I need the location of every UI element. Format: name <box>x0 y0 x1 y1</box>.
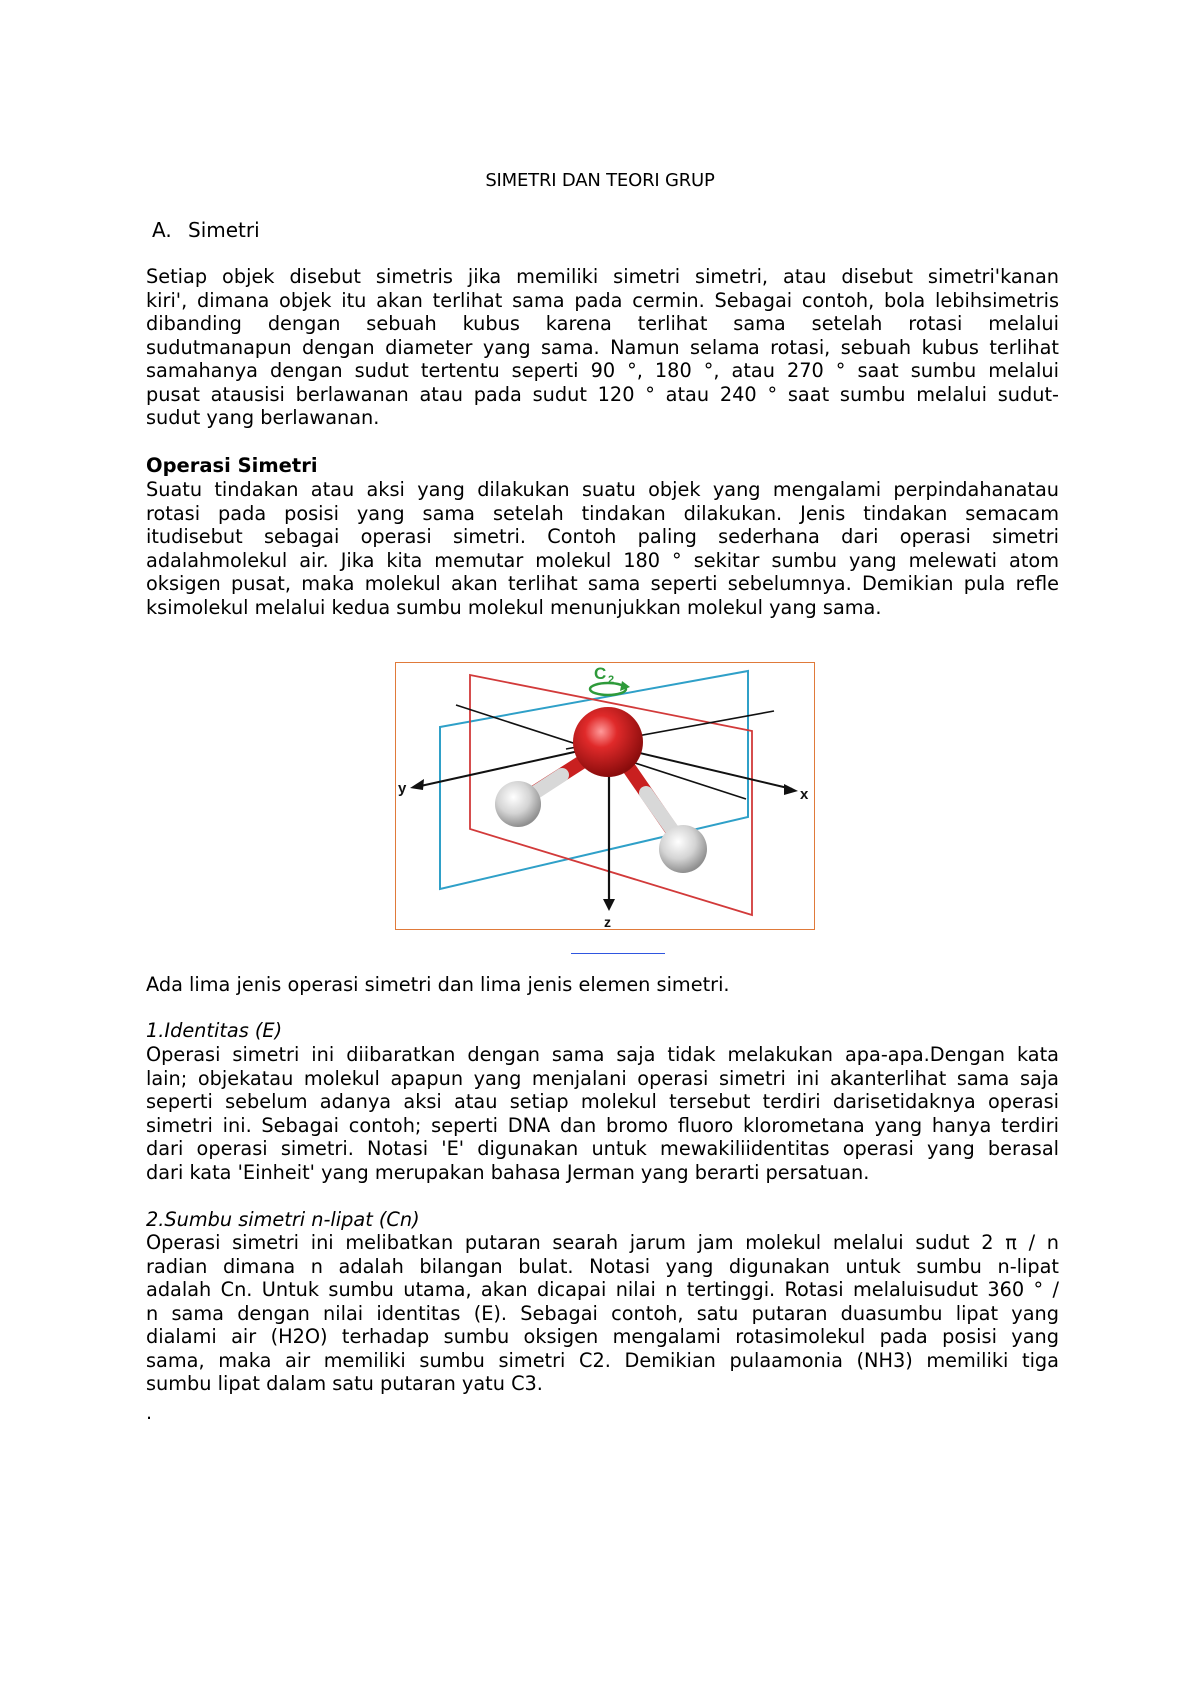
paragraph-line: kiri', dimana objek itu akan terlihat sama pada cermin. Sebagai contoh, bola lebihsimetris <box>146 288 1059 312</box>
paragraph-line: sama, maka air memiliki sumbu simetri C2. Demikian pulaamonia (NH3) memiliki tiga <box>146 1348 1059 1372</box>
section-label: Simetri <box>188 218 260 242</box>
c2-label: C <box>594 664 607 683</box>
hydrogen-atom-right <box>659 825 707 873</box>
paragraph-line: Setiap objek disebut simetris jika memiliki simetri simetri, atau disebut simetri'kanan <box>146 265 1059 288</box>
paragraph-line: lain; objekatau molekul apapun yang menjalani operasi simetri ini akanterlihat sama saja <box>146 1066 1059 1090</box>
paragraph-line: oksigen pusat, maka molekul akan terlihat sama seperti sebelumnya. Demikian pula refle <box>146 572 1059 595</box>
paragraph-line: radian dimana n adalah bilangan bulat. Notasi yang digunakan untuk sumbu n-lipat <box>146 1254 1059 1278</box>
c2-subscript: 2 <box>608 674 615 686</box>
paragraph-line: Operasi simetri ini diibaratkan dengan sama saja tidak melakukan apa-apa.Dengan kata <box>146 1043 1059 1066</box>
water-molecule-diagram <box>396 663 814 929</box>
paragraph-line: adalahmolekul air. Jika kita memutar molekul 180 ° sekitar sumbu yang melewati atom <box>146 548 1059 572</box>
item-heading-sumbu-simetri: 2.Sumbu simetri n-lipat (Cn) <box>146 1208 420 1231</box>
paragraph-line: itudisebut sebagai operasi simetri. Contoh paling sederhana dari operasi simetri <box>146 525 1059 548</box>
paragraph-line: pusat atausisi berlawanan atau pada sudut 120 ° atau 240 ° saat sumbu melalui sudut- <box>146 382 1059 406</box>
paragraph-line: sumbu lipat dalam satu putaran yatu C3. <box>146 1372 543 1395</box>
paragraph-line: sudutmanapun dengan diameter yang sama. Namun selama rotasi, sebuah kubus terlihat <box>146 335 1059 359</box>
paragraph-operasi-simetri <box>146 478 1059 619</box>
subheading-operasi-simetri: Operasi Simetri <box>146 454 318 477</box>
paragraph-line: sudut yang berlawanan. <box>146 406 380 429</box>
intro-line <box>146 973 1059 997</box>
y-axis-arrowhead <box>410 779 424 790</box>
paragraph-line: Operasi simetri ini melibatkan putaran searah jarum jam molekul melalui sudut 2 π / n <box>146 1231 1059 1254</box>
paragraph-line: ksimolekul melalui kedua sumbu molekul menunjukkan molekul yang sama. <box>146 595 882 619</box>
z-axis-arrowhead <box>603 899 615 911</box>
z-axis-label: z <box>604 914 611 929</box>
paragraph-line: Suatu tindakan atau aksi yang dilakukan suatu objek yang mengalami perpindahanatau <box>146 478 1059 501</box>
water-molecule-figure <box>395 662 815 930</box>
paragraph-line: seperti sebelum adanya aksi atau setiap molekul tersebut terdiri darisetidaknya operasi <box>146 1090 1059 1113</box>
paragraph-line: dibanding dengan sebuah kubus karena terlihat sama setelah rotasi melalui <box>146 312 1059 335</box>
paragraph-line: adalah Cn. Untuk sumbu utama, akan dicapai nilai n tertinggi. Rotasi melaluisudut 360 ° / <box>146 1278 1059 1301</box>
paragraph-line: Ada lima jenis operasi simetri dan lima jenis elemen simetri. <box>146 973 730 996</box>
paragraph-line: dialami air (H2O) terhadap sumbu oksigen mengalami rotasimolekul pada posisi yang <box>146 1325 1059 1348</box>
oxygen-atom <box>573 707 643 777</box>
paragraph-line: rotasi pada posisi yang sama setelah tindakan dilakukan. Jenis tindakan semacam <box>146 501 1059 525</box>
hydrogen-atom-left <box>495 781 541 827</box>
x-axis-label: x <box>800 786 809 803</box>
section-heading-simetri <box>152 218 260 242</box>
paragraph-line: dari operasi simetri. Notasi 'E' digunakan untuk mewakiliidentitas operasi yang berasal <box>146 1137 1059 1160</box>
y-axis-label: y <box>398 780 407 797</box>
paragraph-line: n sama dengan nilai identitas (E). Sebagai contoh, satu putaran duasumbu lipat yang <box>146 1301 1059 1325</box>
paragraph-sumbu-simetri <box>146 1231 1059 1396</box>
page-title: SIMETRI DAN TEORI GRUP <box>485 170 715 191</box>
paragraph-line: dari kata 'Einheit' yang merupakan bahasa Jerman yang berarti persatuan. <box>146 1160 870 1184</box>
paragraph-line: simetri ini. Sebagai contoh; seperti DNA dan bromo fluoro klorometana yang hanya terdiri <box>146 1113 1059 1137</box>
paragraph-simetri <box>146 265 1059 430</box>
figure-caption-link[interactable] <box>571 953 665 954</box>
section-number: A. <box>152 218 172 242</box>
item-heading-identitas: 1.Identitas (E) <box>146 1019 283 1042</box>
trailing-dot: . <box>146 1402 153 1424</box>
paragraph-identitas <box>146 1043 1059 1184</box>
paragraph-line: samahanya dengan sudut tertentu seperti 90 °, 180 °, atau 270 ° saat sumbu melalui <box>146 359 1059 382</box>
x-axis-arrowhead <box>784 784 798 795</box>
